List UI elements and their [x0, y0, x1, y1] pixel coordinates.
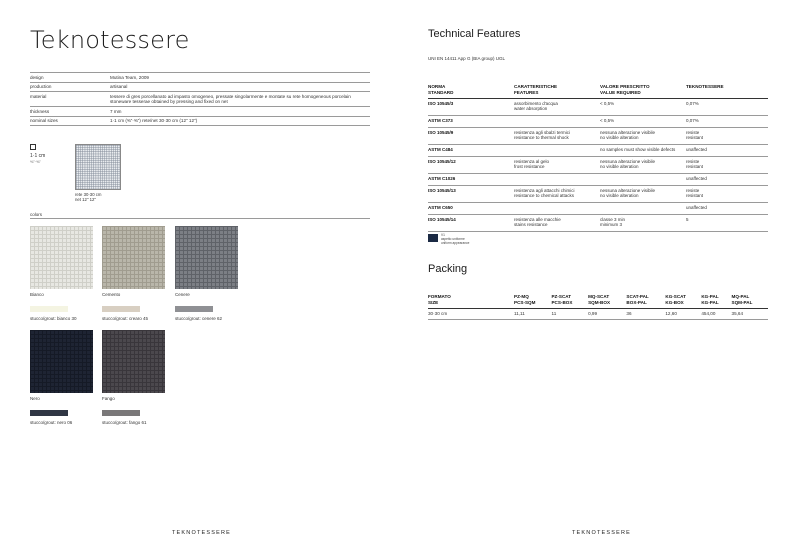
spec-table	[30, 72, 370, 126]
divider	[30, 218, 370, 219]
spec-row	[30, 82, 370, 92]
spec-label: material	[30, 92, 110, 107]
tile-size-imperial: ⅜"·⅜"	[30, 159, 41, 164]
color-swatch-cemento	[102, 226, 165, 289]
pack-cell: 11	[551, 309, 588, 320]
color-swatch-bianco	[30, 226, 93, 289]
color-swatch-fango	[102, 330, 165, 393]
tech-cell: ASTM C373	[428, 116, 514, 128]
right-page	[400, 0, 800, 560]
net-size-label: rete 30·30 cm net 12" 12"	[75, 192, 102, 202]
spec-value: 1·1 cm (⅜"·⅜") rete/net 30·30 cm (12" 12")	[110, 116, 370, 126]
spec-label: thickness	[30, 107, 110, 117]
tech-cell: resistenza agli sbalzi termici resistance to thermal shock	[514, 128, 600, 145]
net-sample	[75, 144, 121, 202]
spec-row	[30, 92, 370, 107]
tech-cell: resistenza alle macchie stains resistance	[514, 215, 600, 232]
technical-features-title: Technical Features	[428, 28, 521, 40]
tech-row	[428, 174, 768, 186]
spec-value: tesserе di gres porcellanato ad impasto omogeneo, pressate singolarmente e montate su rete homogeneous porcelain stoneware tesserae obtained by pressing and fixed on net	[110, 92, 370, 107]
grout-label: stucco/grout: crearo 45	[102, 316, 149, 321]
tech-cell: 0,07%	[686, 116, 768, 128]
pack-cell: 12,60	[665, 309, 701, 320]
product-title: Teknotessere	[30, 26, 190, 54]
tech-row	[428, 99, 768, 116]
color-name: Fango	[102, 396, 115, 401]
tech-cell: resistenza agli attacchi chimici resistance to chemical attacks	[514, 186, 600, 203]
color-swatch-cenere	[175, 226, 238, 289]
packing-table	[428, 292, 768, 320]
tile-grid-pattern	[30, 226, 93, 289]
grout-label: stucco/grout: fango 61	[102, 420, 147, 425]
pack-cell: 0,99	[588, 309, 626, 320]
tech-cell: < 0,5%	[600, 116, 686, 128]
packing-title: Packing	[428, 263, 468, 275]
tile-size-icon	[30, 144, 36, 150]
tech-header-cell: TEKNOTESSERE	[686, 82, 768, 99]
tech-cell	[600, 174, 686, 186]
pack-header-cell: KG-SCAT KG-BOX	[665, 292, 701, 309]
pack-cell: 35,64	[732, 309, 768, 320]
tech-header-cell: VALORE PRESCRITTO VALUE REQUIRED	[600, 82, 686, 99]
tech-row	[428, 157, 768, 174]
pack-cell: 30·30 cm	[428, 309, 514, 320]
tech-cell	[514, 174, 600, 186]
tech-header-cell: NORMA STANDARD	[428, 82, 514, 99]
tech-cell: unaffected	[686, 174, 768, 186]
color-name: Nero	[30, 396, 40, 401]
tech-cell	[600, 203, 686, 215]
tech-cell: ISO 10545/12	[428, 157, 514, 174]
color-swatch-nero	[30, 330, 93, 393]
tech-cell: ISO 10545/3	[428, 99, 514, 116]
right-footer: TEKNOTESSERE	[572, 530, 632, 536]
tech-cell: nessuna alterazione visibile no visible alteration	[600, 157, 686, 174]
single-tile-sample	[30, 144, 45, 164]
tile-grid-pattern	[102, 330, 165, 393]
tech-cell: ASTM C650	[428, 203, 514, 215]
technical-table	[428, 82, 768, 232]
tech-cell: resiste resistant	[686, 186, 768, 203]
tech-cell: ASTM C484	[428, 145, 514, 157]
tech-cell: resiste resistant	[686, 157, 768, 174]
tech-row	[428, 186, 768, 203]
tech-row	[428, 128, 768, 145]
tech-cell	[514, 145, 600, 157]
spec-row	[30, 73, 370, 83]
tech-row	[428, 203, 768, 215]
pack-header-cell: MQ-PAL SQM-PAL	[732, 292, 768, 309]
spec-value: Mutina Team, 2009	[110, 73, 370, 83]
tech-cell: classe 3 min minimum 3	[600, 215, 686, 232]
spec-label: production	[30, 82, 110, 92]
pack-cell: 454,00	[701, 309, 731, 320]
tech-cell: ASTM C1026	[428, 174, 514, 186]
pack-cell: 11,11	[514, 309, 551, 320]
pack-cell: 36	[626, 309, 665, 320]
tech-cell: < 0,5%	[600, 99, 686, 116]
legend-swatch	[428, 234, 438, 242]
color-name: Bianco	[30, 292, 44, 297]
tile-grid-pattern	[30, 330, 93, 393]
tech-row	[428, 116, 768, 128]
grout-color-bar	[102, 410, 140, 416]
tech-cell: ISO 10545/9	[428, 128, 514, 145]
spec-row	[30, 116, 370, 126]
spec-label: design	[30, 73, 110, 83]
color-name: Cemento	[102, 292, 121, 297]
grout-label: stucco/grout: bianco 30	[30, 316, 77, 321]
pack-header-cell: PZ-SCAT PCS-BOX	[551, 292, 588, 309]
grout-color-bar	[102, 306, 140, 312]
tech-cell: ISO 10545/14	[428, 215, 514, 232]
pack-header-cell: SCAT-PAL BOX-PAL	[626, 292, 665, 309]
spec-label: nominal sizes	[30, 116, 110, 126]
tile-grid-pattern	[102, 226, 165, 289]
grout-color-bar	[30, 410, 68, 416]
spec-value: 7 mm	[110, 107, 370, 117]
legend-text: V1 aspetto uniforme uniform appearance	[441, 233, 470, 245]
colors-heading: colors	[30, 212, 43, 217]
tech-cell: no samples must show visible defects	[600, 145, 686, 157]
grout-color-bar	[175, 306, 213, 312]
tech-row	[428, 145, 768, 157]
tech-cell: unaffected	[686, 145, 768, 157]
spec-value: artisanal	[110, 82, 370, 92]
net-swatch-image	[75, 144, 121, 190]
pack-header-cell: KG-PAL KG-PAL	[701, 292, 731, 309]
left-footer: TEKNOTESSERE	[172, 530, 232, 536]
grout-color-bar	[30, 306, 68, 312]
pack-header-cell: PZ-MQ PCS-SQM	[514, 292, 551, 309]
tech-cell	[514, 116, 600, 128]
pack-header-cell: FORMATO SIZE	[428, 292, 514, 309]
legend	[428, 234, 469, 245]
spec-row	[30, 107, 370, 117]
tech-cell	[514, 203, 600, 215]
tile-size-metric: 1·1 cm	[30, 153, 46, 159]
tech-cell: nessuna alterazione visibile no visible alteration	[600, 186, 686, 203]
tech-row	[428, 215, 768, 232]
tech-header-cell: CARATTERISTICHE FEATURES	[514, 82, 600, 99]
tech-cell: resiste resistant	[686, 128, 768, 145]
tech-cell: assorbimento d'acqua water absorption	[514, 99, 600, 116]
grout-label: stucco/grout: cenere 62	[175, 316, 223, 321]
tech-cell: nessuna alterazione visibile no visible alteration	[600, 128, 686, 145]
standard-subtitle: UNI EN 14411 App G (BIA group) UGL	[428, 56, 505, 61]
pack-header-cell: MQ-SCAT SQM-BOX	[588, 292, 626, 309]
tile-grid-pattern	[175, 226, 238, 289]
tech-cell: unaffected	[686, 203, 768, 215]
pack-row	[428, 309, 768, 320]
tech-cell: ISO 10545/13	[428, 186, 514, 203]
grout-label: stucco/grout: nero 06	[30, 420, 73, 425]
color-name: Cenere	[175, 292, 190, 297]
tech-cell: 5	[686, 215, 768, 232]
tech-cell: resistenza al gelo frost resistance	[514, 157, 600, 174]
tech-cell: 0,07%	[686, 99, 768, 116]
